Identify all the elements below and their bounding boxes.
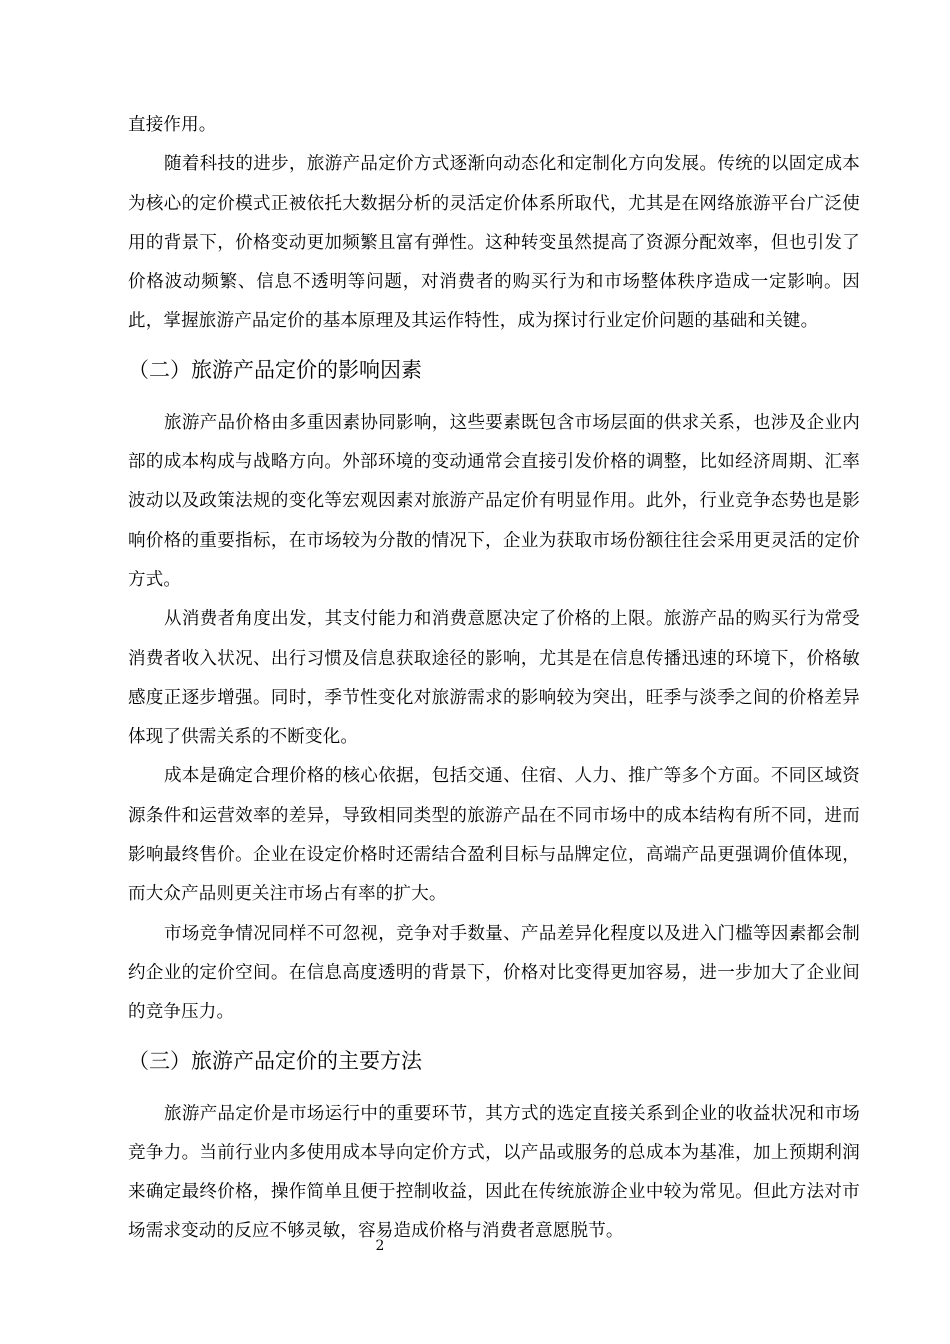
paragraph-consumer-perspective: 从消费者角度出发，其支付能力和消费意愿决定了价格的上限。旅游产品的购买行为常受消费者收入状况、出行习惯及信息获取途径的影响，尤其是在信息传播迅速的环境下，价格敏感度正逐步增强。同时，季节性变化对旅游需求的影响较为突出，旺季与淡季之间的价格差异体现了供需关系的不断变化。 [128, 609, 860, 748]
section-heading-influencing-factors: （二）旅游产品定价的影响因素 [128, 357, 422, 382]
paragraph-cost-oriented-pricing: 旅游产品定价是市场运行中的重要环节，其方式的选定直接关系到企业的收益状况和市场竞争力。当前行业内多使用成本导向定价方式，以产品或服务的总成本为基准，加上预期利润来确定最终价格，操作简单且便于控制收益，因此在传统旅游企业中较为常见。但此方法对市场需求变动的反应不够灵敏，容易造成价格与消费者意愿脱节。 [128, 1103, 860, 1242]
paragraph-technology-pricing: 随着科技的进步，旅游产品定价方式逐渐向动态化和定制化方向发展。传统的以固定成本为核心的定价模式正被依托大数据分析的灵活定价体系所取代，尤其是在网络旅游平台广泛使用的背景下，价格变动更加频繁且富有弹性。这种转变虽然提高了资源分配效率，但也引发了价格波动频繁、信息不透明等问题，对消费者的购买行为和市场整体秩序造成一定影响。因此，掌握旅游产品定价的基本原理及其运作特性，成为探讨行业定价问题的基础和关键。 [128, 154, 860, 332]
document-body [128, 106, 860, 1252]
paragraph-market-competition: 市场竞争情况同样不可忽视，竞争对手数量、产品差异化程度以及进入门槛等因素都会制约企业的定价空间。在信息高度透明的背景下，价格对比变得更加容易，进一步加大了企业间的竞争压力。 [128, 923, 860, 1023]
section-heading-pricing-methods: （三）旅游产品定价的主要方法 [128, 1048, 422, 1073]
paragraph-continuation: 直接作用。 [128, 115, 217, 135]
paragraph-multiple-factors: 旅游产品价格由多重因素协同影响，这些要素既包含市场层面的供求关系，也涉及企业内部的成本构成与战略方向。外部环境的变动通常会直接引发价格的调整，比如经济周期、汇率波动以及政策法规的变化等宏观因素对旅游产品定价有明显作用。此外，行业竞争态势也是影响价格的重要指标，在市场较为分散的情况下，企业为获取市场份额往往会采用更灵活的定价方式。 [128, 412, 860, 590]
page-number: 2 [375, 1238, 385, 1254]
paragraph-cost-basis: 成本是确定合理价格的核心依据，包括交通、住宿、人力、推广等多个方面。不同区域资源条件和运营效率的差异，导致相同类型的旅游产品在不同市场中的成本结构有所不同，进而影响最终售价。企业在设定价格时还需结合盈利目标与品牌定位，高端产品更强调价值体现，而大众产品则更关注市场占有率的扩大。 [128, 766, 860, 905]
